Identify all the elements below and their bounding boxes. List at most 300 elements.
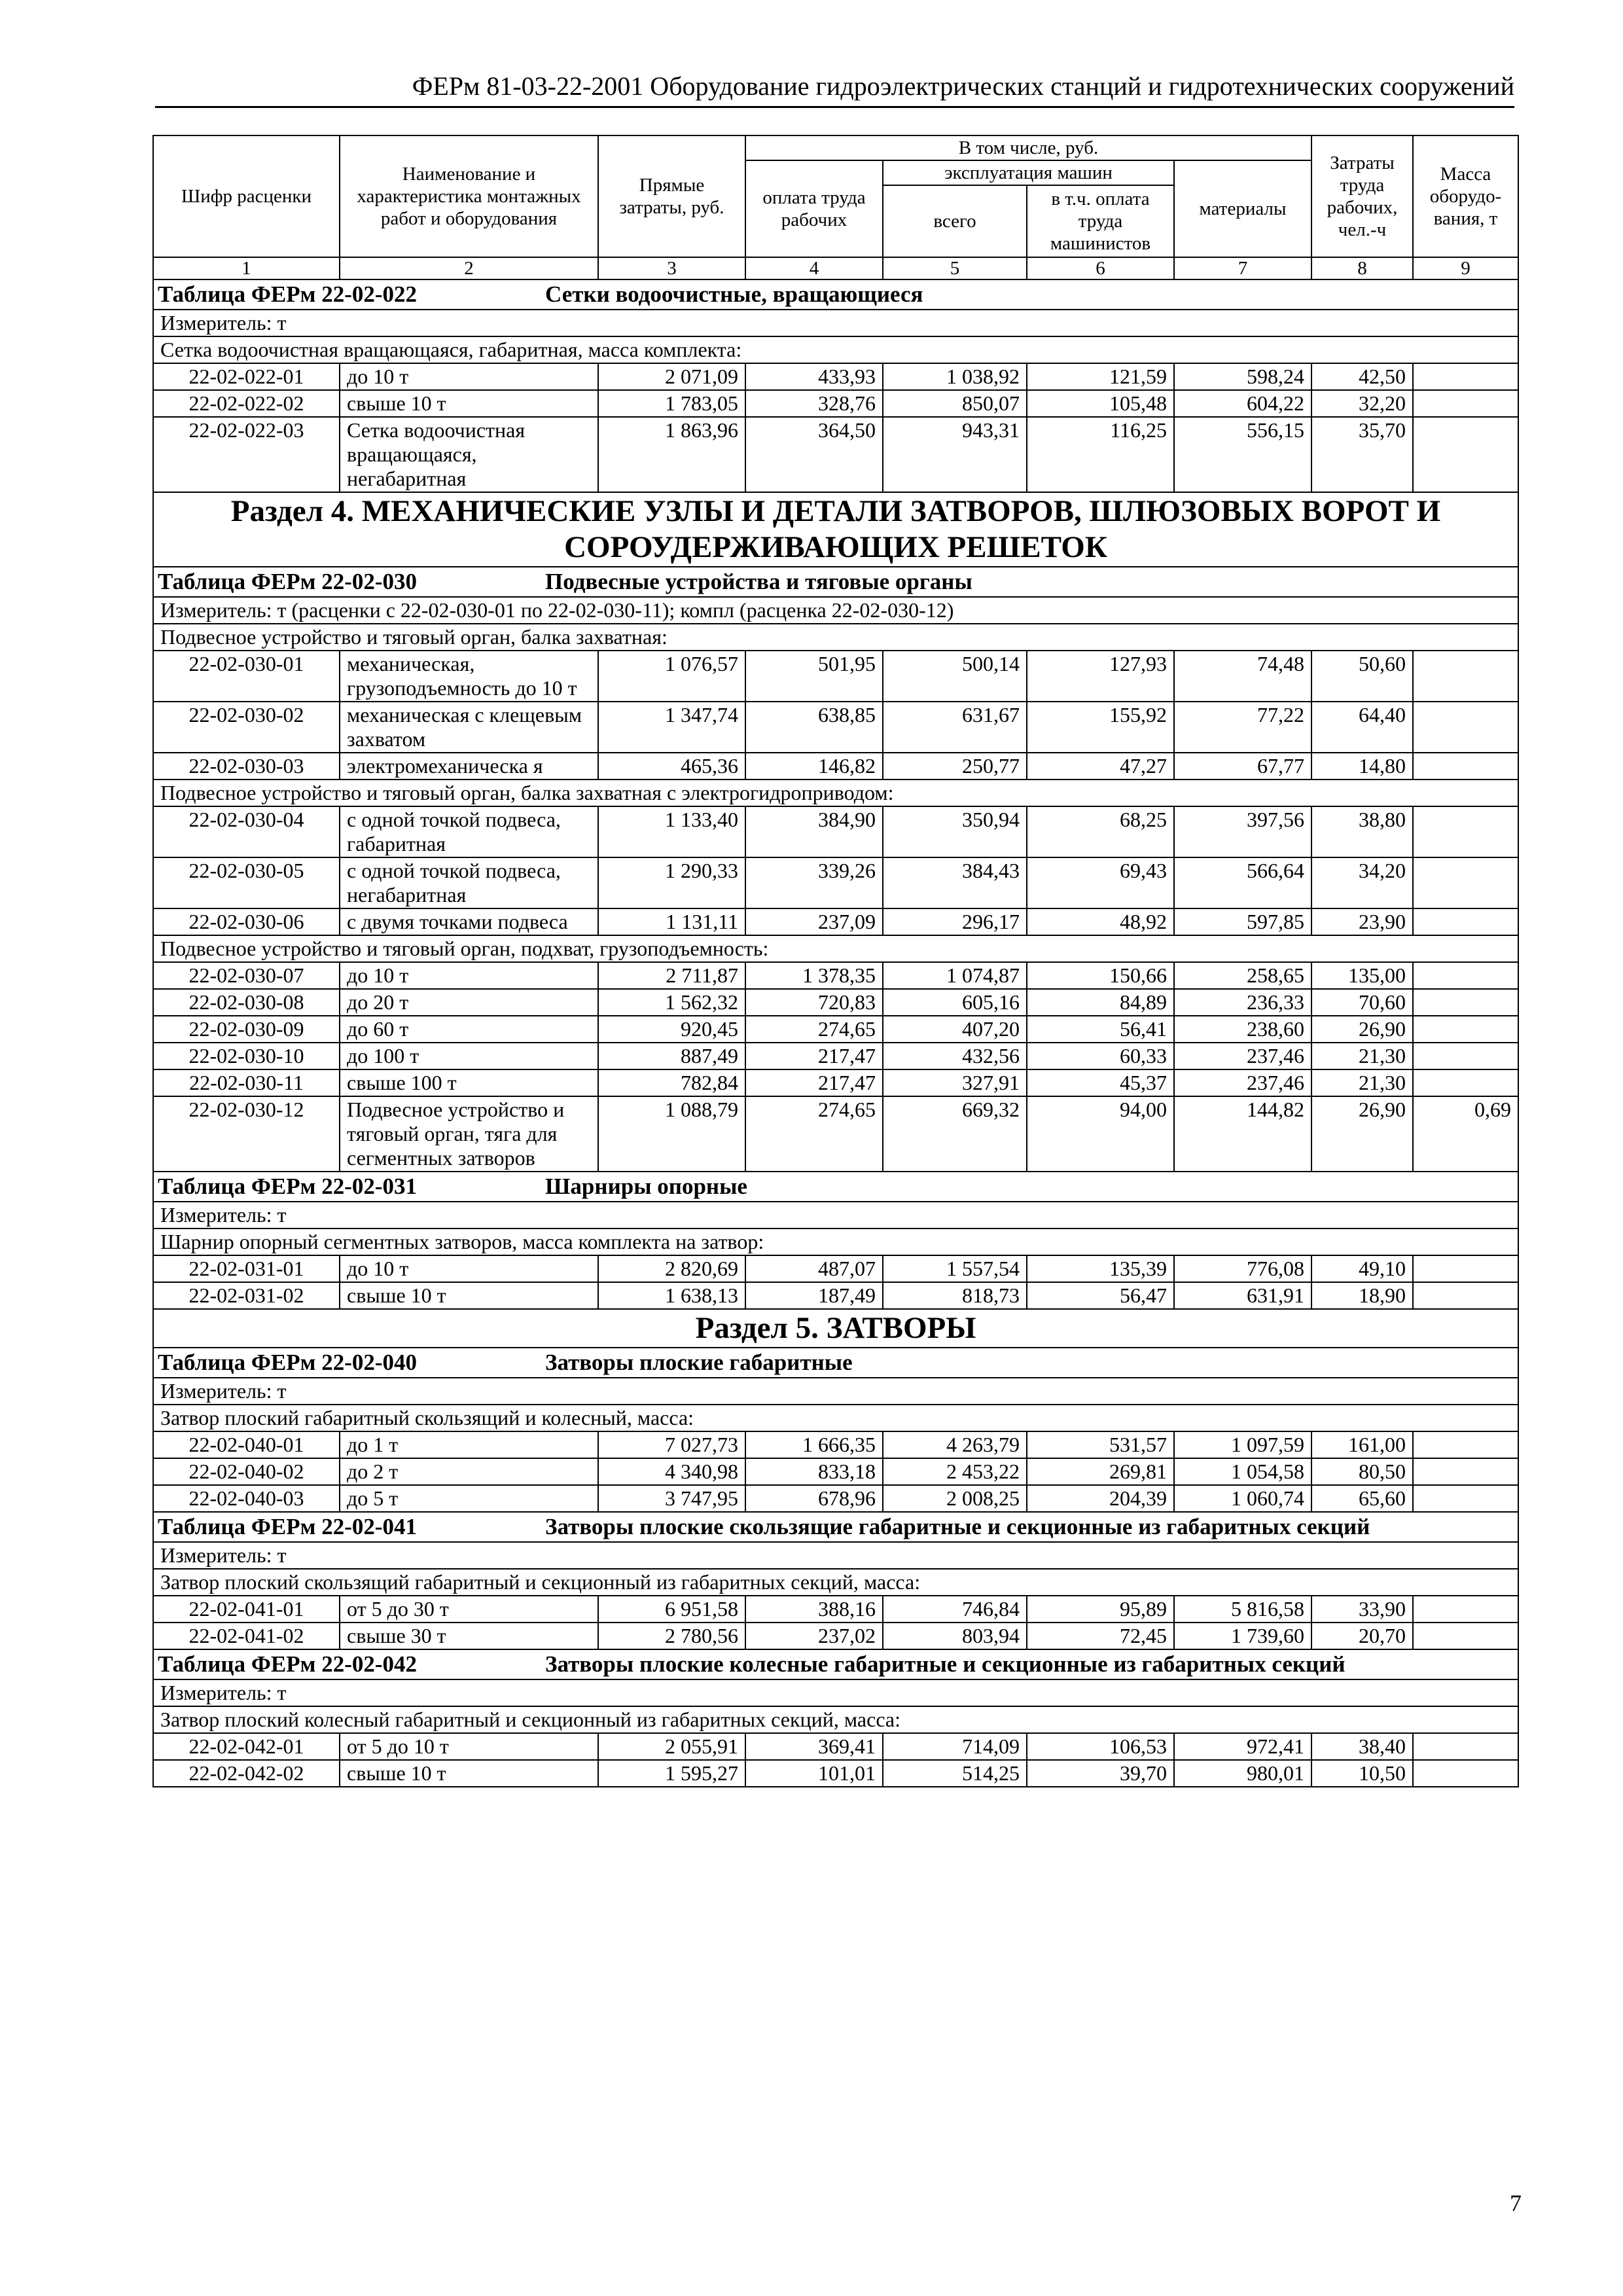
rate-code: 22-02-040-02: [153, 1458, 340, 1485]
machinist-pay: 84,89: [1027, 989, 1174, 1016]
work-name: электромеханическа я: [340, 753, 598, 780]
table-row: [153, 1733, 1518, 1760]
table-title: Сетки водоочистные, вращающиеся: [545, 281, 923, 307]
table-heading: [153, 279, 1518, 310]
direct-cost: 3 747,95: [598, 1485, 745, 1512]
table-row: [153, 1760, 1518, 1787]
table-row: [153, 417, 1518, 492]
worker-hours: 64,40: [1311, 702, 1413, 753]
direct-cost: 1 595,27: [598, 1760, 745, 1787]
col-code-header: Шифр расценки: [153, 135, 340, 257]
machinist-pay: 121,59: [1027, 363, 1174, 390]
table-code: Таблица ФЕРм 22-02-041: [158, 1514, 418, 1539]
subheading-row: [153, 1569, 1518, 1596]
table-code: Таблица ФЕРм 22-02-031: [158, 1174, 418, 1199]
page-number: 7: [1510, 2190, 1522, 2216]
work-name: от 5 до 10 т: [340, 1733, 598, 1760]
materials-cost: 1 060,74: [1174, 1485, 1311, 1512]
work-name: до 20 т: [340, 989, 598, 1016]
materials-cost: 236,33: [1174, 989, 1311, 1016]
subheading-text: Затвор плоский габаритный скользящий и колесный, масса:: [153, 1405, 1518, 1431]
table-row: [153, 1623, 1518, 1649]
table-row: [153, 390, 1518, 417]
table-row: [153, 1069, 1518, 1096]
rate-code: 22-02-030-07: [153, 962, 340, 989]
meter-text: Измеритель: т: [153, 1542, 1518, 1569]
machinist-pay: 135,39: [1027, 1255, 1174, 1282]
direct-cost: 1 638,13: [598, 1282, 745, 1309]
col-name-header: Наименование и характеристика монтажных работ и оборудования: [340, 135, 598, 257]
table-row: [153, 363, 1518, 390]
materials-cost: 776,08: [1174, 1255, 1311, 1282]
equipment-mass: [1413, 1431, 1518, 1458]
direct-cost: 1 290,33: [598, 857, 745, 908]
table-row: [153, 1043, 1518, 1069]
table-row: [153, 1431, 1518, 1458]
direct-cost: 1 088,79: [598, 1096, 745, 1172]
table-row: [153, 651, 1518, 702]
labor-cost: 388,16: [745, 1596, 883, 1623]
column-number: 8: [1311, 257, 1413, 279]
meter-text: Измеритель: т (расценки с 22-02-030-01 по 22-02-030-11); компл (расценка 22-02-030-12): [153, 597, 1518, 624]
subheading-row: [153, 780, 1518, 806]
meter-row: [153, 1542, 1518, 1569]
worker-hours: 26,90: [1311, 1096, 1413, 1172]
materials-cost: 144,82: [1174, 1096, 1311, 1172]
materials-cost: 67,77: [1174, 753, 1311, 780]
meter-text: Измеритель: т: [153, 1679, 1518, 1706]
work-name: с одной точкой подвеса, негабаритная: [340, 857, 598, 908]
col-mass-header: Масса оборудо-вания, т: [1413, 135, 1518, 257]
col-labor-header: оплата труда рабочих: [745, 160, 883, 257]
labor-cost: 237,09: [745, 908, 883, 935]
page-header: ФЕРм 81-03-22-2001 Оборудование гидроэлектрических станций и гидротехнических сооружений: [155, 71, 1514, 108]
equipment-mass: [1413, 1733, 1518, 1760]
rate-code: 22-02-031-01: [153, 1255, 340, 1282]
machinist-pay: 106,53: [1027, 1733, 1174, 1760]
table-row: [153, 908, 1518, 935]
subheading-row: [153, 1405, 1518, 1431]
machinist-pay: 39,70: [1027, 1760, 1174, 1787]
worker-hours: 10,50: [1311, 1760, 1413, 1787]
work-name: Сетка водоочистная вращающаяся, негабаритная: [340, 417, 598, 492]
work-name: с двумя точками подвеса: [340, 908, 598, 935]
labor-cost: 433,93: [745, 363, 883, 390]
work-name: до 2 т: [340, 1458, 598, 1485]
column-number: 5: [883, 257, 1027, 279]
equipment-mass: [1413, 1596, 1518, 1623]
direct-cost: 2 055,91: [598, 1733, 745, 1760]
direct-cost: 7 027,73: [598, 1431, 745, 1458]
machinist-pay: 60,33: [1027, 1043, 1174, 1069]
worker-hours: 14,80: [1311, 753, 1413, 780]
worker-hours: 50,60: [1311, 651, 1413, 702]
machines-total: 943,31: [883, 417, 1027, 492]
table-code: Таблица ФЕРм 22-02-030: [158, 569, 418, 594]
table-head: [153, 135, 1518, 279]
subheading-row: [153, 1706, 1518, 1733]
materials-cost: 631,91: [1174, 1282, 1311, 1309]
worker-hours: 135,00: [1311, 962, 1413, 989]
work-name: свыше 100 т: [340, 1069, 598, 1096]
rate-code: 22-02-030-06: [153, 908, 340, 935]
table-heading-row: [153, 1512, 1518, 1542]
col-incl-header: В том числе, руб.: [745, 135, 1311, 160]
rate-code: 22-02-041-01: [153, 1596, 340, 1623]
table-row: [153, 1255, 1518, 1282]
meter-text: Измеритель: т: [153, 1202, 1518, 1229]
table-heading-row: [153, 1649, 1518, 1679]
machines-total: 1 074,87: [883, 962, 1027, 989]
col-incl-mach-header: в т.ч. оплата труда машинистов: [1027, 185, 1174, 257]
table-row: [153, 1458, 1518, 1485]
machines-total: 1 038,92: [883, 363, 1027, 390]
machines-total: 669,32: [883, 1096, 1027, 1172]
equipment-mass: [1413, 1255, 1518, 1282]
machinist-pay: 94,00: [1027, 1096, 1174, 1172]
column-number-row: [153, 257, 1518, 279]
table-row: [153, 962, 1518, 989]
direct-cost: 1 076,57: [598, 651, 745, 702]
column-number: 6: [1027, 257, 1174, 279]
work-name: свыше 30 т: [340, 1623, 598, 1649]
machinist-pay: 105,48: [1027, 390, 1174, 417]
equipment-mass: [1413, 417, 1518, 492]
equipment-mass: [1413, 1016, 1518, 1043]
materials-cost: 77,22: [1174, 702, 1311, 753]
subheading-row: [153, 336, 1518, 363]
direct-cost: 2 780,56: [598, 1623, 745, 1649]
direct-cost: 1 863,96: [598, 417, 745, 492]
subheading-text: Затвор плоский скользящий габаритный и секционный из габаритных секций, масса:: [153, 1569, 1518, 1596]
table-row: [153, 753, 1518, 780]
work-name: от 5 до 30 т: [340, 1596, 598, 1623]
col-materials-header: материалы: [1174, 160, 1311, 257]
table-heading: [153, 1172, 1518, 1202]
col-total-header: всего: [883, 185, 1027, 257]
table-heading-row: [153, 1172, 1518, 1202]
machinist-pay: 155,92: [1027, 702, 1174, 753]
equipment-mass: [1413, 1069, 1518, 1096]
machinist-pay: 69,43: [1027, 857, 1174, 908]
equipment-mass: [1413, 1043, 1518, 1069]
rate-code: 22-02-042-02: [153, 1760, 340, 1787]
direct-cost: 782,84: [598, 1069, 745, 1096]
subheading-text: Подвесное устройство и тяговый орган, балка захватная с электрогидроприводом:: [153, 780, 1518, 806]
labor-cost: 501,95: [745, 651, 883, 702]
direct-cost: 6 951,58: [598, 1596, 745, 1623]
table-title: Подвесные устройства и тяговые органы: [545, 569, 972, 594]
worker-hours: 21,30: [1311, 1043, 1413, 1069]
subheading-row: [153, 1229, 1518, 1255]
materials-cost: 972,41: [1174, 1733, 1311, 1760]
labor-cost: 274,65: [745, 1016, 883, 1043]
worker-hours: 161,00: [1311, 1431, 1413, 1458]
materials-cost: 5 816,58: [1174, 1596, 1311, 1623]
table-heading-row: [153, 279, 1518, 310]
table-heading-row: [153, 567, 1518, 597]
labor-cost: 369,41: [745, 1733, 883, 1760]
direct-cost: 887,49: [598, 1043, 745, 1069]
labor-cost: 833,18: [745, 1458, 883, 1485]
worker-hours: 23,90: [1311, 908, 1413, 935]
rate-code: 22-02-030-10: [153, 1043, 340, 1069]
worker-hours: 38,40: [1311, 1733, 1413, 1760]
rate-code: 22-02-030-12: [153, 1096, 340, 1172]
machinist-pay: 95,89: [1027, 1596, 1174, 1623]
worker-hours: 21,30: [1311, 1069, 1413, 1096]
direct-cost: 2 711,87: [598, 962, 745, 989]
worker-hours: 65,60: [1311, 1485, 1413, 1512]
labor-cost: 328,76: [745, 390, 883, 417]
worker-hours: 26,90: [1311, 1016, 1413, 1043]
machines-total: 803,94: [883, 1623, 1027, 1649]
machines-total: 250,77: [883, 753, 1027, 780]
equipment-mass: [1413, 702, 1518, 753]
materials-cost: 980,01: [1174, 1760, 1311, 1787]
equipment-mass: [1413, 651, 1518, 702]
work-name: с одной точкой подвеса, габаритная: [340, 806, 598, 857]
labor-cost: 678,96: [745, 1485, 883, 1512]
equipment-mass: 0,69: [1413, 1096, 1518, 1172]
machines-total: 714,09: [883, 1733, 1027, 1760]
table-row: [153, 1096, 1518, 1172]
materials-cost: 74,48: [1174, 651, 1311, 702]
column-number: 2: [340, 257, 598, 279]
machinist-pay: 116,25: [1027, 417, 1174, 492]
rate-code: 22-02-030-02: [153, 702, 340, 753]
col-workers-header: Затраты труда рабочих, чел.-ч: [1311, 135, 1413, 257]
table-title: Затворы плоские скользящие габаритные и секционные из габаритных секций: [545, 1514, 1370, 1539]
table-row: [153, 1282, 1518, 1309]
col-machines-header: эксплуатация машин: [883, 160, 1174, 185]
labor-cost: 487,07: [745, 1255, 883, 1282]
machines-total: 746,84: [883, 1596, 1027, 1623]
rate-code: 22-02-041-02: [153, 1623, 340, 1649]
machines-total: 327,91: [883, 1069, 1027, 1096]
machinist-pay: 47,27: [1027, 753, 1174, 780]
rate-code: 22-02-030-09: [153, 1016, 340, 1043]
direct-cost: 1 131,11: [598, 908, 745, 935]
materials-cost: 397,56: [1174, 806, 1311, 857]
machines-total: 407,20: [883, 1016, 1027, 1043]
column-number: 4: [745, 257, 883, 279]
materials-cost: 1 097,59: [1174, 1431, 1311, 1458]
equipment-mass: [1413, 857, 1518, 908]
direct-cost: 1 562,32: [598, 989, 745, 1016]
worker-hours: 33,90: [1311, 1596, 1413, 1623]
rate-code: 22-02-030-04: [153, 806, 340, 857]
direct-cost: 2 071,09: [598, 363, 745, 390]
subheading-text: Подвесное устройство и тяговый орган, балка захватная:: [153, 624, 1518, 651]
rate-code: 22-02-031-02: [153, 1282, 340, 1309]
labor-cost: 339,26: [745, 857, 883, 908]
rate-code: 22-02-040-01: [153, 1431, 340, 1458]
labor-cost: 1 666,35: [745, 1431, 883, 1458]
machines-total: 514,25: [883, 1760, 1027, 1787]
labor-cost: 274,65: [745, 1096, 883, 1172]
rate-code: 22-02-022-01: [153, 363, 340, 390]
machinist-pay: 68,25: [1027, 806, 1174, 857]
table-heading-row: [153, 1348, 1518, 1378]
work-name: Подвесное устройство и тяговый орган, тяга для сегментных затворов: [340, 1096, 598, 1172]
meter-text: Измеритель: т: [153, 310, 1518, 336]
equipment-mass: [1413, 806, 1518, 857]
work-name: свыше 10 т: [340, 1282, 598, 1309]
equipment-mass: [1413, 1485, 1518, 1512]
equipment-mass: [1413, 753, 1518, 780]
machines-total: 384,43: [883, 857, 1027, 908]
machines-total: 2 008,25: [883, 1485, 1027, 1512]
labor-cost: 384,90: [745, 806, 883, 857]
column-number: 9: [1413, 257, 1518, 279]
worker-hours: 80,50: [1311, 1458, 1413, 1485]
materials-cost: 1 054,58: [1174, 1458, 1311, 1485]
table-heading: [153, 1348, 1518, 1378]
table-heading: [153, 567, 1518, 597]
work-name: до 10 т: [340, 1255, 598, 1282]
worker-hours: 70,60: [1311, 989, 1413, 1016]
meter-row: [153, 597, 1518, 624]
direct-cost: 465,36: [598, 753, 745, 780]
meter-row: [153, 1679, 1518, 1706]
table-row: [153, 989, 1518, 1016]
direct-cost: 1 347,74: [598, 702, 745, 753]
machinist-pay: 204,39: [1027, 1485, 1174, 1512]
table-code: Таблица ФЕРм 22-02-022: [158, 281, 418, 307]
col-direct-header: Прямые затраты, руб.: [598, 135, 745, 257]
labor-cost: 720,83: [745, 989, 883, 1016]
machines-total: 631,67: [883, 702, 1027, 753]
rate-code: 22-02-022-02: [153, 390, 340, 417]
column-number: 3: [598, 257, 745, 279]
column-number: 1: [153, 257, 340, 279]
labor-cost: 101,01: [745, 1760, 883, 1787]
machinist-pay: 150,66: [1027, 962, 1174, 989]
machinist-pay: 45,37: [1027, 1069, 1174, 1096]
labor-cost: 237,02: [745, 1623, 883, 1649]
materials-cost: 566,64: [1174, 857, 1311, 908]
machinist-pay: 56,41: [1027, 1016, 1174, 1043]
equipment-mass: [1413, 1458, 1518, 1485]
equipment-mass: [1413, 1282, 1518, 1309]
table-body: [153, 279, 1518, 1787]
worker-hours: 32,20: [1311, 390, 1413, 417]
machinist-pay: 48,92: [1027, 908, 1174, 935]
table-heading: [153, 1649, 1518, 1679]
rate-code: 22-02-030-11: [153, 1069, 340, 1096]
work-name: до 1 т: [340, 1431, 598, 1458]
subheading-row: [153, 624, 1518, 651]
equipment-mass: [1413, 1623, 1518, 1649]
machines-total: 296,17: [883, 908, 1027, 935]
direct-cost: 2 820,69: [598, 1255, 745, 1282]
machines-total: 605,16: [883, 989, 1027, 1016]
worker-hours: 38,80: [1311, 806, 1413, 857]
machines-total: 850,07: [883, 390, 1027, 417]
machinist-pay: 56,47: [1027, 1282, 1174, 1309]
direct-cost: 1 783,05: [598, 390, 745, 417]
labor-cost: 146,82: [745, 753, 883, 780]
subheading-text: Сетка водоочистная вращающаяся, габаритная, масса комплекта:: [153, 336, 1518, 363]
work-name: до 10 т: [340, 363, 598, 390]
labor-cost: 217,47: [745, 1043, 883, 1069]
subheading-row: [153, 935, 1518, 962]
machines-total: 432,56: [883, 1043, 1027, 1069]
section-title: Раздел 4. МЕХАНИЧЕСКИЕ УЗЛЫ И ДЕТАЛИ ЗАТВОРОВ, ШЛЮЗОВЫХ ВОРОТ И СОРОУДЕРЖИВАЮЩИХ РЕШЕТОК: [153, 492, 1518, 567]
rate-code: 22-02-030-05: [153, 857, 340, 908]
worker-hours: 18,90: [1311, 1282, 1413, 1309]
direct-cost: 920,45: [598, 1016, 745, 1043]
column-number: 7: [1174, 257, 1311, 279]
section-heading-row: [153, 492, 1518, 567]
machines-total: 4 263,79: [883, 1431, 1027, 1458]
section-title: Раздел 5. ЗАТВОРЫ: [153, 1309, 1518, 1348]
work-name: до 10 т: [340, 962, 598, 989]
table-row: [153, 1016, 1518, 1043]
table-row: [153, 1596, 1518, 1623]
table-row: [153, 702, 1518, 753]
rate-code: 22-02-030-01: [153, 651, 340, 702]
materials-cost: 258,65: [1174, 962, 1311, 989]
machines-total: 1 557,54: [883, 1255, 1027, 1282]
machines-total: 818,73: [883, 1282, 1027, 1309]
section-heading-row: [153, 1309, 1518, 1348]
equipment-mass: [1413, 390, 1518, 417]
materials-cost: 238,60: [1174, 1016, 1311, 1043]
meter-row: [153, 1378, 1518, 1405]
worker-hours: 42,50: [1311, 363, 1413, 390]
meter-text: Измеритель: т: [153, 1378, 1518, 1405]
machinist-pay: 531,57: [1027, 1431, 1174, 1458]
labor-cost: 364,50: [745, 417, 883, 492]
worker-hours: 20,70: [1311, 1623, 1413, 1649]
materials-cost: 604,22: [1174, 390, 1311, 417]
labor-cost: 638,85: [745, 702, 883, 753]
table-row: [153, 1485, 1518, 1512]
table-heading: [153, 1512, 1518, 1542]
materials-cost: 237,46: [1174, 1043, 1311, 1069]
table-code: Таблица ФЕРм 22-02-042: [158, 1651, 418, 1677]
table-code: Таблица ФЕРм 22-02-040: [158, 1350, 418, 1375]
work-name: до 5 т: [340, 1485, 598, 1512]
machinist-pay: 269,81: [1027, 1458, 1174, 1485]
labor-cost: 217,47: [745, 1069, 883, 1096]
materials-cost: 556,15: [1174, 417, 1311, 492]
subheading-text: Подвесное устройство и тяговый орган, подхват, грузоподъемность:: [153, 935, 1518, 962]
equipment-mass: [1413, 363, 1518, 390]
machines-total: 350,94: [883, 806, 1027, 857]
machines-total: 500,14: [883, 651, 1027, 702]
direct-cost: 1 133,40: [598, 806, 745, 857]
equipment-mass: [1413, 1760, 1518, 1787]
equipment-mass: [1413, 962, 1518, 989]
subheading-text: Шарнир опорный сегментных затворов, масса комплекта на затвор:: [153, 1229, 1518, 1255]
subheading-text: Затвор плоский колесный габаритный и секционный из габаритных секций, масса:: [153, 1706, 1518, 1733]
materials-cost: 597,85: [1174, 908, 1311, 935]
equipment-mass: [1413, 989, 1518, 1016]
worker-hours: 34,20: [1311, 857, 1413, 908]
table-title: Затворы плоские колесные габаритные и секционные из габаритных секций: [545, 1651, 1346, 1677]
table-title: Шарниры опорные: [545, 1174, 747, 1199]
worker-hours: 49,10: [1311, 1255, 1413, 1282]
machines-total: 2 453,22: [883, 1458, 1027, 1485]
meter-row: [153, 310, 1518, 336]
materials-cost: 598,24: [1174, 363, 1311, 390]
table-row: [153, 806, 1518, 857]
work-name: свыше 10 т: [340, 390, 598, 417]
work-name: механическая с клещевым захватом: [340, 702, 598, 753]
